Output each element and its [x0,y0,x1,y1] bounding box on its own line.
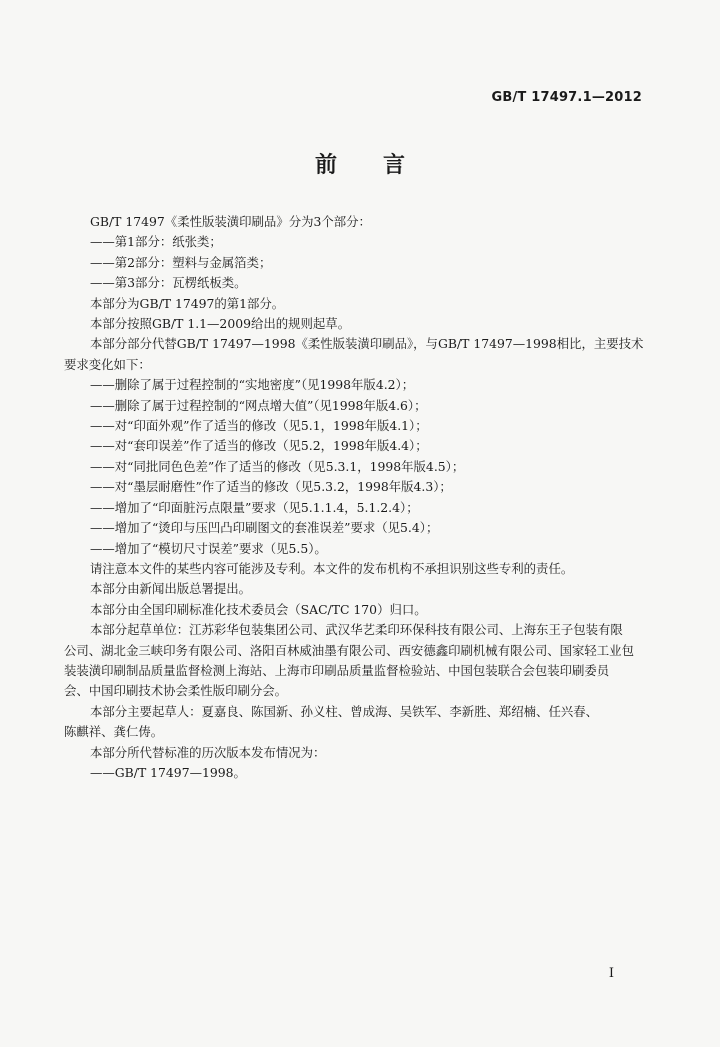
paragraph-continuation: 陈麒祥、龚仁俦。 [64,724,164,740]
list-item: ——对“套印误差”作了适当的修改（见5.2，1998年版4.4）； [90,438,428,454]
standard-number: GB/T 17497.1—2012 [491,90,642,105]
paragraph: 本部分按照GB/T 1.1—2009给出的规则起草。 [90,316,351,332]
list-item: ——第2部分：塑料与金属箔类； [90,254,272,270]
list-item: ——删除了属于过程控制的“实地密度”（见1998年版4.2）； [90,377,415,393]
preface-body [64,212,652,783]
paragraph: GB/T 17497《柔性版装潢印刷品》分为3个部分： [90,214,371,229]
list-item: ——对“印面外观”作了适当的修改（见5.1，1998年版4.1）； [90,418,428,434]
list-item: ——对“墨层耐磨性”作了适当的修改（见5.3.2，1998年版4.3）； [90,479,452,495]
list-item: ——GB/T 17497—1998。 [90,764,246,780]
paragraph: 本部分所代替标准的历次版本发布情况为： [90,744,326,760]
paragraph: 本部分主要起草人：夏嘉良、陈国新、孙义柱、曾成海、吴铁军、李新胜、郑绍楠、任兴春、 [90,703,599,719]
title-char-1: 前 [314,153,337,178]
list-item: ——对“同批同色色差”作了适当的修改（见5.3.1，1998年版4.5）； [90,458,465,474]
paragraph-continuation: 装装潢印刷制品质量监督检测上海站、上海市印刷品质量监督检验站、中国包装联合会包装印刷委员 [64,662,610,678]
list-item: ——删除了属于过程控制的“网点增大值”（见1998年版4.6）； [90,397,427,413]
list-item: ——增加了“烫印与压凹凸印刷图文的套准误差”要求（见5.4）； [90,520,439,536]
list-item: ——第1部分：纸张类； [90,234,222,250]
list-item: ——增加了“印面脏污点限量”要求（见5.1.1.4，5.1.2.4）； [90,499,419,515]
title-char-2: 言 [383,153,406,178]
page-title [0,148,720,179]
page-number: I [608,966,614,981]
list-item: ——增加了“模切尺寸误差”要求（见5.5）。 [90,540,327,556]
paragraph: 请注意本文件的某些内容可能涉及专利。本文件的发布机构不承担识别这些专利的责任。 [90,560,574,576]
paragraph: 本部分为GB/T 17497的第1部分。 [90,295,285,311]
paragraph-continuation: 公司、湖北金三峡印务有限公司、洛阳百林威油墨有限公司、西安德鑫印刷机械有限公司、国家轻工业包 [64,642,634,658]
paragraph: 本部分起草单位：江苏彩华包装集团公司、武汉华艺柔印环保科技有限公司、上海东王子包装有限 [90,622,623,638]
list-item: ——第3部分：瓦楞纸板类。 [90,275,247,291]
paragraph: 本部分由新闻出版总署提出。 [90,581,252,597]
paragraph: 本部分部分代替GB/T 17497—1998《柔性版装潢印刷品》，与GB/T 17497—1998相比，主要技术 [90,336,644,352]
paragraph-continuation: 会、中国印刷技术协会柔性版印刷分会。 [64,683,288,699]
paragraph: 本部分由全国印刷标准化技术委员会（SAC/TC 170）归口。 [90,601,427,617]
paragraph-continuation: 要求变化如下： [64,356,151,372]
